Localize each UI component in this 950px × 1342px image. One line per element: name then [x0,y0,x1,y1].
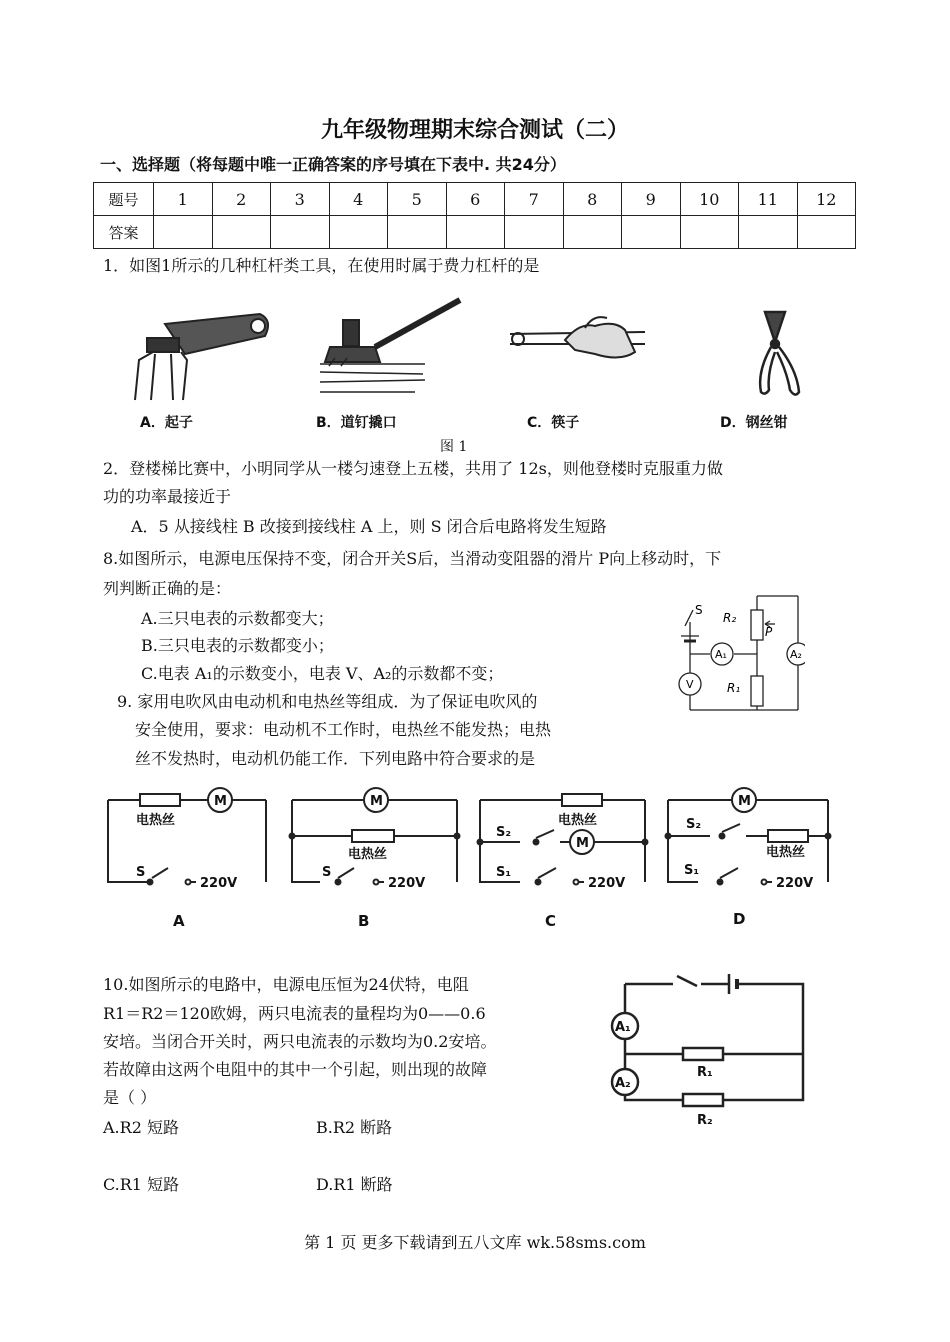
bottle-opener-illustration [135,314,268,400]
question-10-circuit [605,970,810,1132]
a1-label: A₁ [715,648,727,661]
switch-label: S [322,865,332,880]
p-label: P [765,625,773,639]
table-row-numbers [94,183,856,216]
question-number: 3 [271,183,330,216]
answer-cell[interactable] [680,216,739,249]
motor-label: M [738,794,751,809]
voltage-label: 220V [388,876,426,891]
voltage-label: 220V [588,876,626,891]
switch-s1-label: S₁ [684,863,700,878]
r2-label: R₂ [723,611,737,625]
question-number: 4 [329,183,388,216]
question-8-circuit [665,592,805,714]
answer-cell[interactable] [739,216,798,249]
answer-table [93,182,856,249]
r1-label: R₁ [697,1065,713,1080]
a2-label: A₂ [790,648,802,661]
option-a-label: A．起子 [140,415,193,431]
question-10-line1: 10.如图所示的电路中，电源电压恒为24伏特，电阻 [103,975,469,994]
question-10-option-b: B.R2 断路 [316,1118,393,1137]
answer-cell[interactable] [446,216,505,249]
answer-cell[interactable] [563,216,622,249]
answer-cell[interactable] [271,216,330,249]
chopsticks-illustration [510,317,645,357]
question-8-option-b: B.三只电表的示数都变小； [141,636,334,655]
question-number: 1 [154,183,213,216]
question-10-line3: 安培。当闭合开关时，两只电流表的示数均为0.2安培。 [103,1032,497,1051]
figure-1-caption: 图 1 [440,439,468,455]
page-title: 九年级物理期末综合测试（二） [320,118,629,143]
question-2-line1: 2．登楼梯比赛中，小明同学从一楼匀速登上五楼，共用了 12s，则他登楼时克服重力做 [103,459,723,478]
switch-s-label: S [695,603,703,617]
motor-label: M [576,836,589,851]
question-10-line5: 是（ ） [103,1088,157,1107]
question-number: 8 [563,183,622,216]
answer-cell[interactable] [212,216,271,249]
switch-label: S [136,865,146,880]
question-9-line1: 9. 家用电吹风由电动机和电热丝等组成．为了保证电吹风的 [117,692,538,711]
question-8-line1: 8.如图所示，电源电压保持不变，闭合开关S后，当滑动变阻器的滑片 P向上移动时，下 [103,549,722,568]
motor-label: M [214,794,227,809]
question-number: 10 [680,183,739,216]
answer-cell[interactable] [622,216,681,249]
option-d-label: D [733,910,746,928]
question-number: 7 [505,183,564,216]
answer-cell[interactable] [505,216,564,249]
question-number: 12 [797,183,856,216]
question-10-option-a: A.R2 短路 [103,1118,179,1137]
heater-label: 电热丝 [136,813,176,828]
answer-cell[interactable] [154,216,213,249]
question-9-circuits [100,786,840,898]
option-b-label: B [358,912,370,930]
answer-cell[interactable] [388,216,447,249]
a1-label: A₁ [615,1020,631,1035]
question-number: 2 [212,183,271,216]
table-row-answers [94,216,856,249]
voltage-label: 220V [776,876,814,891]
question-2-line2: 功的功率最接近于 [103,487,232,506]
question-8-option-c: C.电表 A₁的示数变小，电表 V、A₂的示数都不变； [141,664,504,683]
page-footer: 第 1 页 更多下载请到五八文库 wk.58sms.com [304,1233,646,1252]
question-number: 6 [446,183,505,216]
question-2-option: A．5 从接线柱 B 改接到接线柱 A 上，则 S 闭合后电路将发生短路 [131,517,607,536]
question-10-line2: R1＝R2＝120欧姆，两只电流表的量程均为0——0.6 [103,1004,486,1023]
question-9-line3: 丝不发热时，电动机仍能工作．下列电路中符合要求的是 [135,749,536,768]
question-10-option-c: C.R1 短路 [103,1175,180,1194]
answer-cell[interactable] [797,216,856,249]
switch-s1-label: S₁ [496,865,512,880]
question-1-text: 1．如图1所示的几种杠杆类工具，在使用时属于费力杠杆的是 [103,256,540,275]
heater-label: 电热丝 [558,813,598,828]
heater-label: 电热丝 [766,845,806,860]
heater-label: 电热丝 [348,847,388,862]
option-b-label: B．道钉撬口 [316,415,397,431]
spike-pry-illustration [320,300,460,392]
pliers-illustration [760,312,799,395]
row-label-number: 题号 [94,183,154,216]
question-9-line2: 安全使用，要求：电动机不工作时，电热丝不能发热；电热 [135,720,552,739]
section-heading: 一、选择题（将每题中唯一正确答案的序号填在下表中. 共24分） [100,155,566,174]
r2-label: R₂ [697,1113,713,1128]
question-10-line4: 若故障由这两个电阻中的其中一个引起，则出现的故障 [103,1060,488,1079]
question-8-line2: 列判断正确的是： [103,579,232,598]
question-number: 11 [739,183,798,216]
switch-s2-label: S₂ [496,825,512,840]
question-10-option-d: D.R1 断路 [316,1175,393,1194]
option-a-label: A [173,912,185,930]
option-d-label: D．钢丝钳 [720,415,788,431]
question-8-option-a: A.三只电表的示数都变大； [141,609,334,628]
option-c-label: C．筷子 [527,415,580,431]
question-number: 5 [388,183,447,216]
v-label: V [686,678,694,691]
lever-tools-figure [125,292,835,404]
switch-s2-label: S₂ [686,817,702,832]
question-number: 9 [622,183,681,216]
r1-label: R₁ [727,681,741,695]
option-c-label: C [545,912,557,930]
answer-cell[interactable] [329,216,388,249]
voltage-label: 220V [200,876,238,891]
a2-label: A₂ [615,1076,631,1091]
row-label-answer: 答案 [94,216,154,249]
motor-label: M [370,794,383,809]
